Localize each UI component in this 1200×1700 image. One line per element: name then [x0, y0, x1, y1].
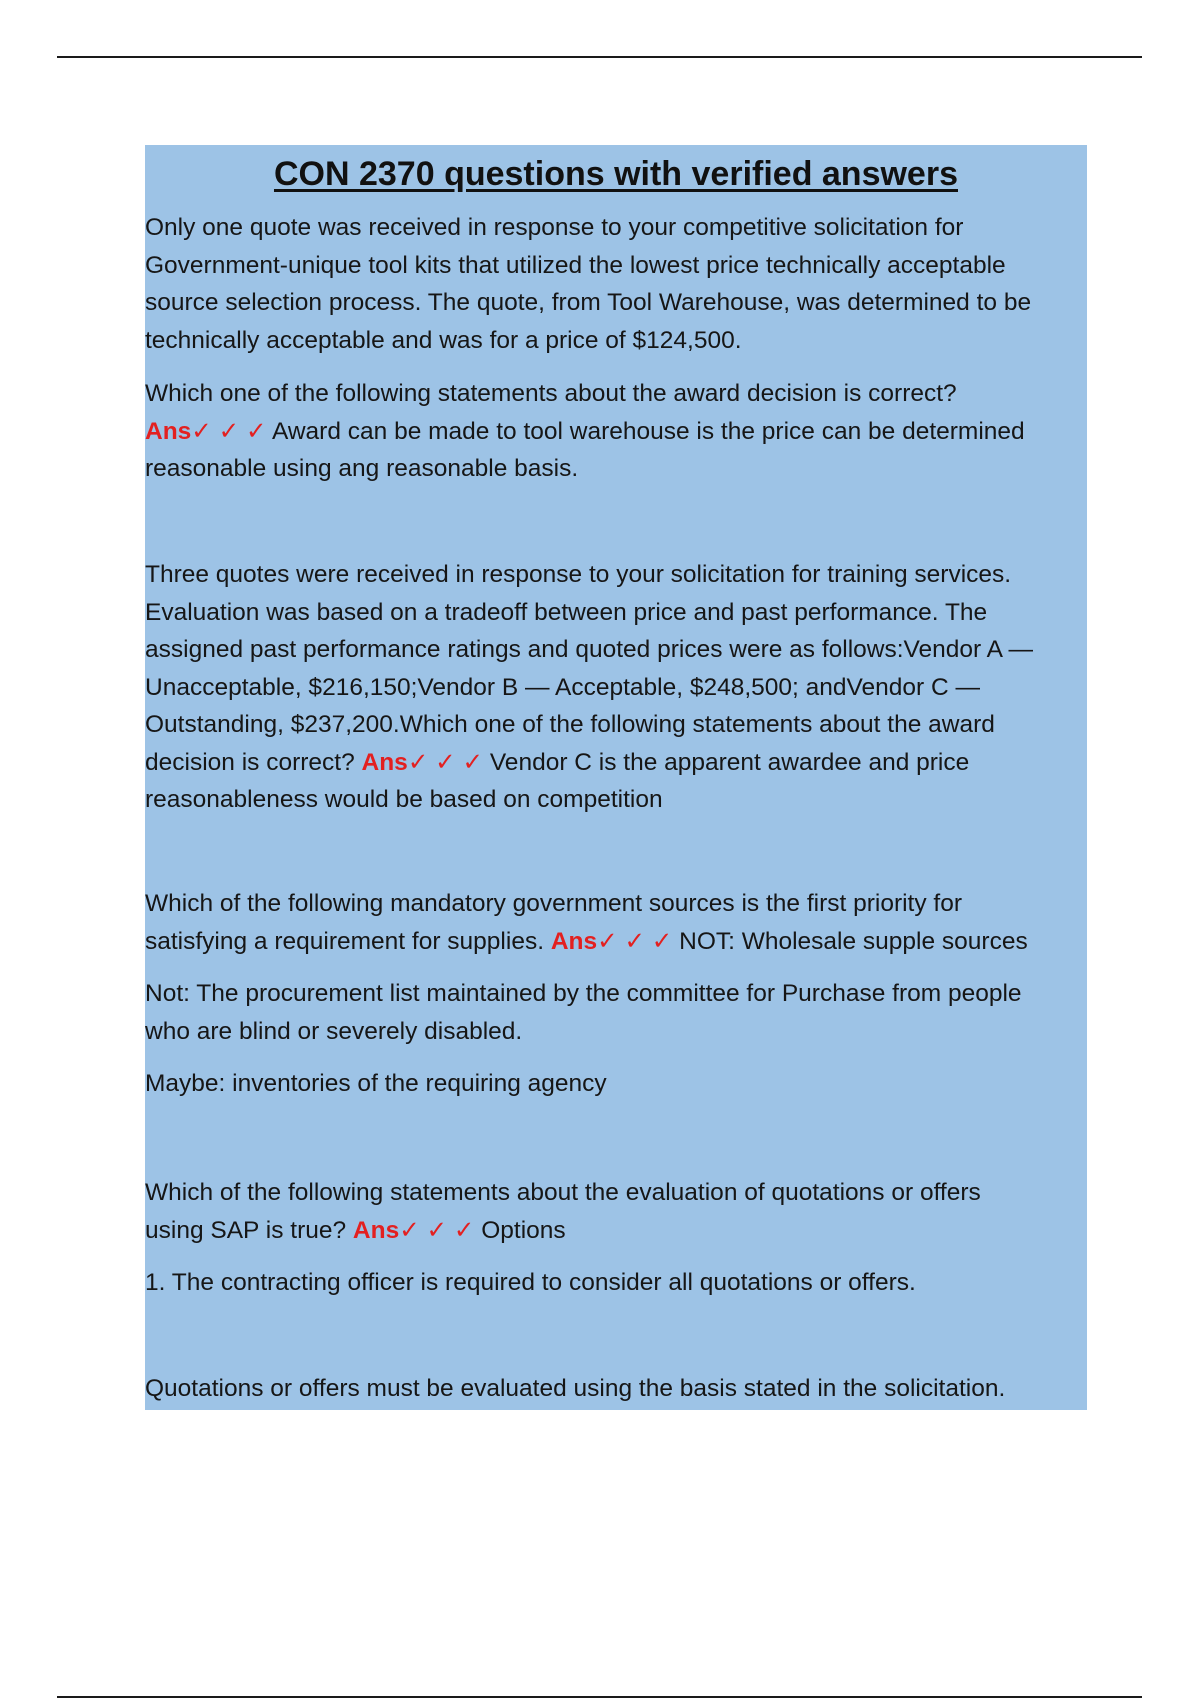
text-line: Evaluation was based on a tradeoff between price and past performance. The: [145, 598, 988, 626]
text-segment: satisfying a requirement for supplies.: [145, 927, 551, 955]
text-line: Unacceptable, $216,150;Vendor B — Acceptable, $248,500; andVendor C —: [145, 673, 980, 701]
text-line: Which one of the following statements about the award decision is correct?: [145, 380, 957, 407]
text-line: who are blind or severely disabled.: [145, 1017, 523, 1045]
answer-line: [145, 744, 1087, 782]
footer-rule: [57, 1696, 1142, 1698]
checkmark-icon: ✓ ✓ ✓: [597, 927, 673, 955]
text-line: reasonableness would be based on competition: [145, 786, 663, 813]
ans-label: Ans: [145, 417, 192, 445]
q1-answer: [145, 375, 1087, 488]
answer-line: [145, 1212, 1087, 1250]
answer-line: [145, 923, 1087, 961]
checkmark-icon: ✓ ✓ ✓: [399, 1216, 475, 1244]
q1-question-text: [145, 209, 1087, 359]
text-line: Quotations or offers must be evaluated using the basis stated in the solicitation.: [145, 1375, 1006, 1402]
q2-question-text: [145, 556, 1087, 819]
header-rule: [57, 56, 1142, 58]
q3-question-text: [145, 885, 1087, 960]
text-line: reasonable using ang reasonable basis.: [145, 455, 579, 482]
text-line: technically acceptable and was for a price of $124,500.: [145, 326, 742, 354]
q4-question-text: [145, 1174, 1087, 1249]
ans-label: Ans: [361, 748, 408, 776]
text-line: Which of the following mandatory government sources is the first priority for: [145, 890, 963, 917]
checkmark-icon: ✓ ✓ ✓: [191, 417, 267, 445]
answer-line: [145, 413, 1087, 451]
text-segment: using SAP is true?: [145, 1216, 353, 1244]
content-panel: [145, 145, 1087, 1410]
text-line: 1. The contracting officer is required to consider all quotations or offers.: [145, 1269, 916, 1296]
text-line: source selection process. The quote, from Tool Warehouse, was determined to be: [145, 289, 1032, 316]
answer-text: NOT: Wholesale supple sources: [672, 927, 1028, 955]
text-line: Only one quote was received in response to your competitive solicitation for: [145, 214, 964, 241]
q3-not-option: [145, 975, 1087, 1050]
q4-option-1: [145, 1264, 1087, 1302]
page-title-text: CON 2370 questions with verified answers: [273, 155, 958, 193]
text-segment: decision is correct?: [145, 748, 362, 776]
ans-label: Ans: [352, 1216, 400, 1244]
checkmark-icon: ✓ ✓ ✓: [407, 748, 484, 776]
text-line: Three quotes were received in response to your solicitation for training services.: [145, 561, 1012, 588]
text-line: Government-unique tool kits that utilized the lowest price technically acceptable: [145, 251, 1006, 279]
q4-last-statement: [145, 1370, 1087, 1408]
text-line: Not: The procurement list maintained by the committee for Purchase from people: [145, 980, 1022, 1007]
text-line: Outstanding, $237,200.Which one of the following statements about the award: [145, 711, 995, 738]
ans-label: Ans: [550, 927, 598, 955]
text-line: Maybe: inventories of the requiring agency: [145, 1070, 607, 1097]
answer-text: Vendor C is the apparent awardee and price: [483, 748, 970, 776]
text-line: assigned past performance ratings and quoted prices were as follows:Vendor A —: [145, 636, 1033, 663]
text-line: Which of the following statements about the evaluation of quotations or offers: [145, 1179, 981, 1206]
answer-text: Options: [474, 1216, 566, 1244]
q3-maybe-option: [145, 1065, 1087, 1103]
answer-text: Award can be made to tool warehouse is the price can be determined: [266, 417, 1025, 445]
page-title: [145, 151, 1087, 197]
